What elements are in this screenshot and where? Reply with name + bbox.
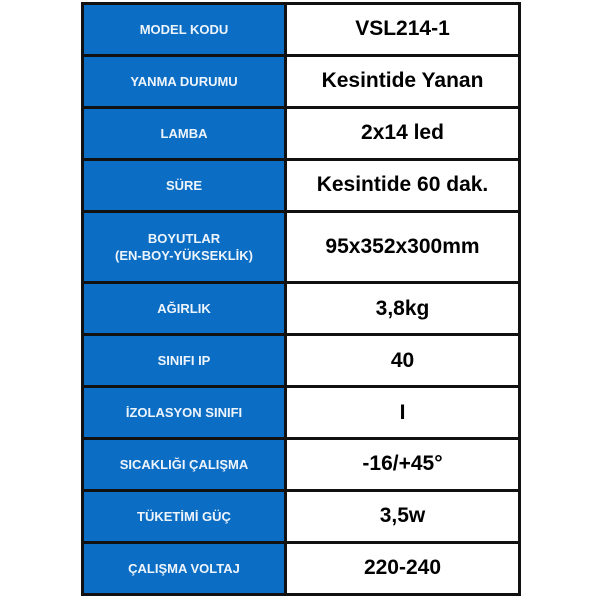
spec-value: 2x14 led (286, 107, 520, 159)
spec-value: 40 (286, 335, 520, 387)
spec-row (83, 55, 520, 107)
spec-table (81, 2, 521, 596)
spec-label (83, 490, 286, 542)
spec-label-text: BOYUTLAR (147, 230, 221, 246)
spec-row (83, 4, 520, 56)
spec-row (83, 490, 520, 542)
spec-label (83, 107, 286, 159)
spec-label-text: İZOLASYON SINIFI (125, 405, 243, 421)
spec-label (83, 387, 286, 439)
spec-row (83, 211, 520, 282)
spec-label-text: ÇALIŞMA VOLTAJ (128, 560, 240, 576)
spec-row (83, 387, 520, 439)
spec-label (83, 542, 286, 594)
spec-label-text: SINIFI IP (157, 353, 211, 369)
spec-value: Kesintide 60 dak. (286, 159, 520, 211)
spec-label-text: LAMBA (160, 125, 208, 141)
spec-row (83, 335, 520, 387)
spec-row (83, 159, 520, 211)
spec-value: 220-240 (286, 542, 520, 594)
spec-value: Kesintide Yanan (286, 55, 520, 107)
spec-row (83, 439, 520, 491)
spec-label-text: SICAKLIĞI ÇALIŞMA (119, 456, 249, 472)
spec-label-text: TÜKETİMİ GÜÇ (137, 508, 231, 524)
spec-label (83, 4, 286, 56)
spec-label-text: YANMA DURUMU (130, 73, 238, 89)
spec-label (83, 439, 286, 491)
spec-label (83, 55, 286, 107)
spec-label (83, 211, 286, 282)
spec-value: -16/+45° (286, 439, 520, 491)
spec-label-subtext: (EN-BOY-YÜKSEKLİK) (115, 247, 253, 263)
spec-label (83, 335, 286, 387)
spec-value: I (286, 387, 520, 439)
spec-label (83, 283, 286, 335)
spec-row (83, 542, 520, 594)
spec-row (83, 107, 520, 159)
spec-label-text: MODEL KODU (139, 21, 229, 37)
spec-value: 95x352x300mm (286, 211, 520, 282)
spec-label-text: AĞIRLIK (157, 301, 211, 317)
spec-value: VSL214-1 (286, 4, 520, 56)
spec-label-text: SÜRE (165, 177, 203, 193)
spec-value: 3,5w (286, 490, 520, 542)
spec-row (83, 283, 520, 335)
spec-value: 3,8kg (286, 283, 520, 335)
spec-label (83, 159, 286, 211)
